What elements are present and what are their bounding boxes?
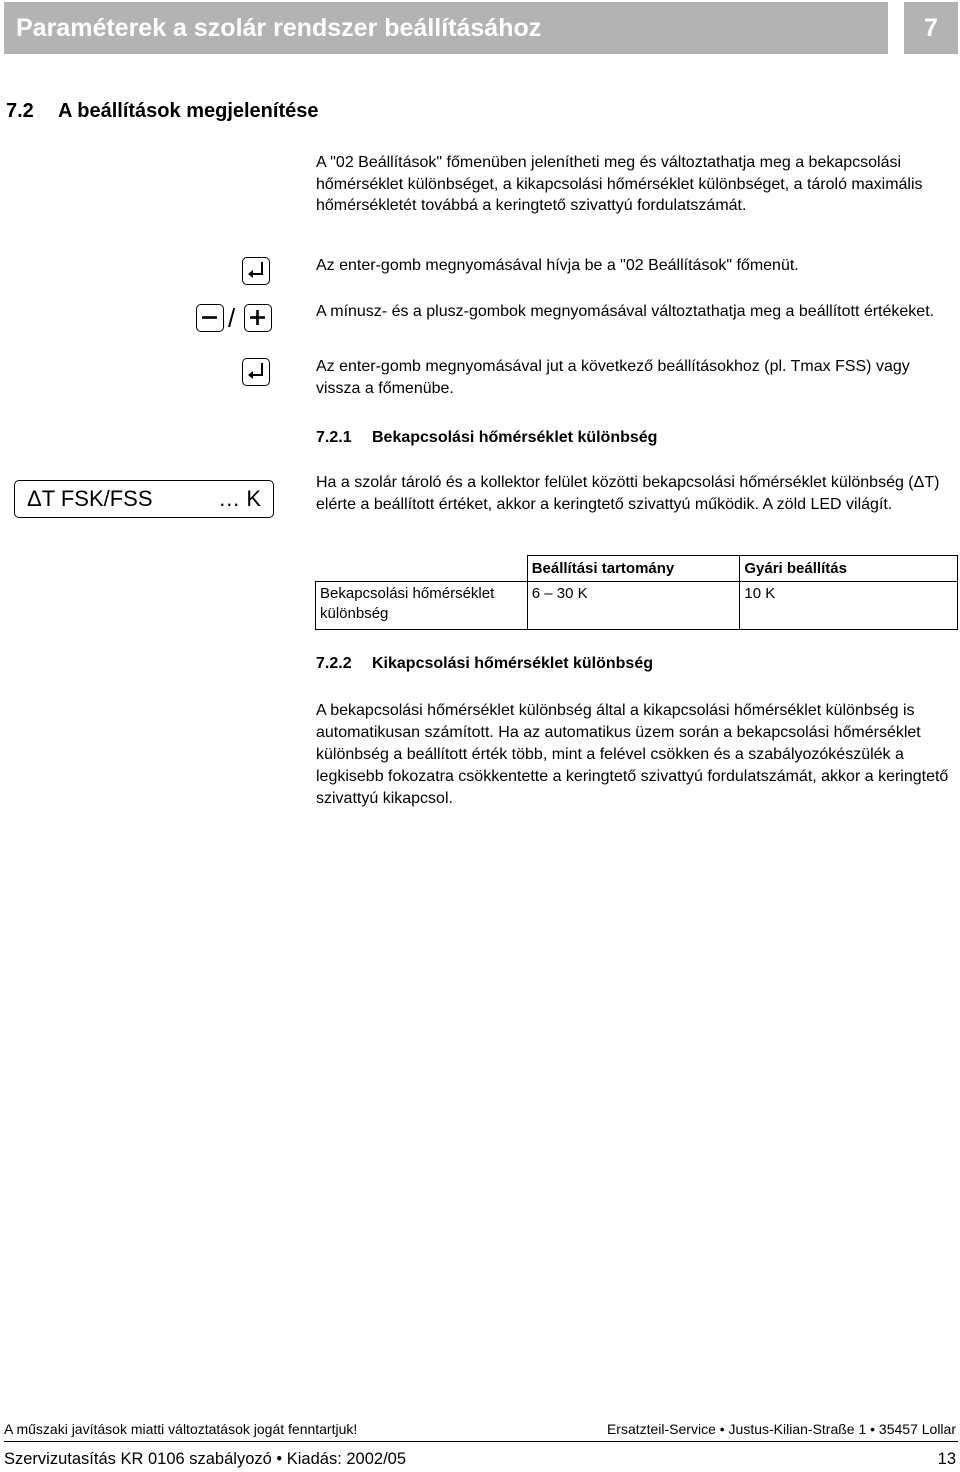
table-cell-default: 10 K bbox=[740, 582, 958, 630]
subsection-2-heading bbox=[316, 655, 653, 673]
subsection-1-heading bbox=[316, 429, 657, 447]
settings-table bbox=[315, 555, 958, 630]
table-row bbox=[316, 582, 958, 630]
table-header-default: Gyári beállítás bbox=[740, 556, 958, 582]
controller-display bbox=[14, 480, 274, 518]
display-value: … K bbox=[218, 486, 261, 511]
subsection-2-title: Kikapcsolási hőmérséklet különbség bbox=[372, 655, 653, 672]
subsection-2-paragraph: A bekapcsolási hőmérséklet különbség által a kikapcsolási hőmérséklet különbség is automatikusan számított. Ha az automatikus üzem során a bekapcsolási hőmérséklet különbség a beállított érték több, mint a felével csökken és a szabályozókészülék a legkisebb fokozatra csökkentette a keringtető szivattyú fordulatszámát, akkor a keringtető szivattyú kikapcsol. bbox=[316, 702, 949, 807]
footer-document-info: Szervizutasítás KR 0106 szabályozó • Kiadás: 2002/05 bbox=[4, 1450, 407, 1468]
step-3-text: Az enter-gomb megnyomásával jut a következő beállításokhoz (pl. Tmax FSS) vagy vissza a főmenübe. bbox=[316, 358, 910, 397]
plus-key-icon bbox=[244, 304, 272, 332]
footer-disclaimer: A műszaki javítások miatti változtatások jogát fenntartjuk! bbox=[4, 1421, 358, 1437]
subsection-1-title: Bekapcsolási hőmérséklet különbség bbox=[372, 429, 658, 446]
section-title: A beállítások megjelenítése bbox=[58, 100, 319, 122]
page-header-title: Paraméterek a szolár rendszer beállításához bbox=[4, 2, 888, 54]
subsection-1-paragraph: Ha a szolár tároló és a kollektor felület közötti bekapcsolási hőmérséklet különbség (ΔT) elérte a beállított értéket, akkor a keringtető szivattyú működik. A zöld LED világít. bbox=[316, 474, 940, 513]
minus-key-icon bbox=[196, 304, 224, 332]
table-cell-parameter: Bekapcsolási hőmérséklet különbség bbox=[316, 582, 528, 630]
intro-paragraph: A "02 Beállítások" főmenüben jelenítheti meg és változtathatja meg a bekapcsolási hőmérséklet különbséget, a kikapcsolási hőmérséklet különbséget, a tároló maximális hőmérsékletét továbbá a keringtető szivattyú fordulatszámát. bbox=[316, 154, 923, 214]
section-number: 7.2 bbox=[6, 100, 34, 122]
table-header-row bbox=[316, 556, 958, 582]
section-heading bbox=[6, 100, 318, 123]
page-number: 13 bbox=[937, 1450, 956, 1468]
step-2-text: A mínusz- és a plusz-gombok megnyomásával változtathatja meg a beállított értékeket. bbox=[316, 303, 935, 320]
chapter-number: 7 bbox=[904, 2, 958, 54]
step-1-text: Az enter-gomb megnyomásával hívja be a "02 Beállítások" főmenüt. bbox=[316, 257, 799, 274]
display-parameter: ΔT FSK/FSS bbox=[27, 486, 153, 511]
footer-address: Ersatzteil-Service • Justus-Kilian-Straße 1 • 35457 Lollar bbox=[606, 1421, 956, 1437]
enter-key-icon bbox=[242, 358, 270, 386]
table-header-empty bbox=[316, 556, 528, 582]
table-cell-range: 6 – 30 K bbox=[527, 582, 740, 630]
subsection-2-number: 7.2.2 bbox=[316, 655, 352, 672]
key-separator: / bbox=[228, 303, 236, 333]
enter-key-icon bbox=[242, 257, 270, 285]
footer-divider bbox=[4, 1441, 958, 1442]
subsection-1-number: 7.2.1 bbox=[316, 429, 352, 446]
table-header-range: Beállítási tartomány bbox=[527, 556, 740, 582]
